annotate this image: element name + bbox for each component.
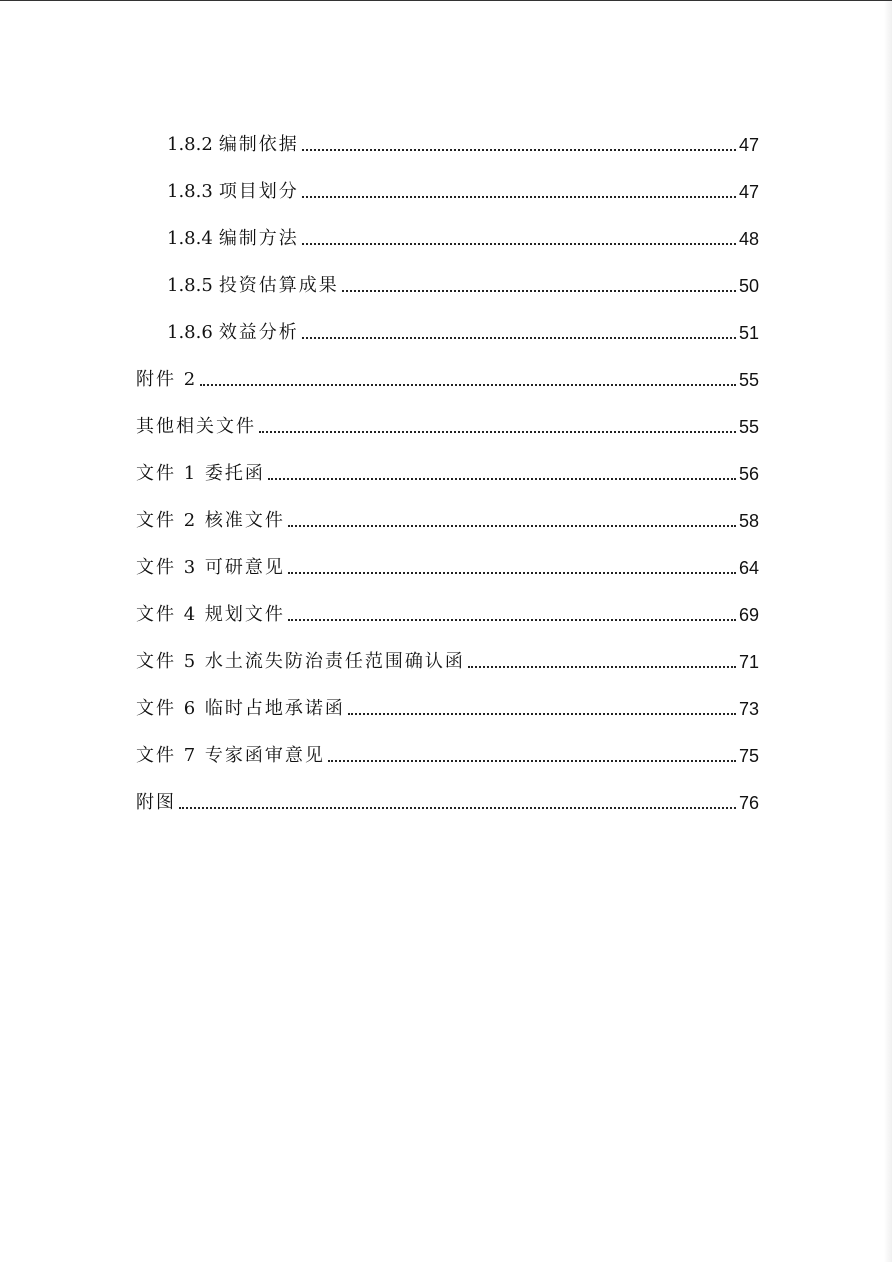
toc-entry[interactable] [136, 631, 759, 678]
toc-dot-leader [348, 713, 736, 715]
toc-entry-text: 效益分析 [218, 322, 299, 343]
toc-entry[interactable] [136, 208, 759, 255]
toc-entry-text: 其他相关文件 [136, 416, 256, 437]
toc-entry[interactable] [136, 161, 759, 208]
toc-dot-leader [288, 525, 736, 527]
toc-entry[interactable] [136, 537, 759, 584]
toc-dot-leader [302, 196, 736, 198]
toc-entry-text: 附图 [136, 792, 176, 813]
toc-entry-text: 投资估算成果 [218, 275, 339, 296]
toc-dot-leader [268, 478, 736, 480]
toc-entry-text: 编制依据 [218, 134, 299, 155]
toc-entry-text: 文件 7 专家函审意见 [136, 745, 325, 766]
toc-entry-text: 文件 6 临时占地承诺函 [136, 698, 345, 719]
toc-entry-title [167, 276, 339, 296]
toc-entry-text: 文件 3 可研意见 [136, 557, 285, 578]
toc-entry-page: 51 [738, 323, 759, 343]
toc-entry-text: 编制方法 [218, 228, 299, 249]
toc-dot-leader [288, 572, 736, 574]
toc-entry-page: 48 [738, 229, 759, 249]
toc-dot-leader [288, 619, 736, 621]
toc-entry[interactable] [136, 678, 759, 725]
toc-entry-number: 1.8.2 [167, 134, 213, 155]
toc-entry[interactable] [136, 302, 759, 349]
toc-dot-leader [302, 149, 736, 151]
toc-entry[interactable] [136, 443, 759, 490]
toc-entry-page: 73 [738, 699, 759, 719]
toc-entry-text: 项目划分 [218, 181, 299, 202]
toc-entry-title [167, 182, 299, 202]
toc-dot-leader [342, 290, 736, 292]
toc-entry-page: 47 [738, 135, 759, 155]
toc-entry-page: 71 [738, 652, 759, 672]
toc-entry-title [167, 229, 299, 249]
toc-entry-text: 文件 2 核准文件 [136, 510, 285, 531]
toc-entry[interactable] [136, 255, 759, 302]
toc-entry-page: 50 [738, 276, 759, 296]
table-of-contents [136, 114, 759, 819]
toc-entry-page: 58 [738, 511, 759, 531]
toc-entry-page: 55 [738, 370, 759, 390]
toc-entry-page: 69 [738, 605, 759, 625]
toc-entry-number: 1.8.6 [167, 322, 213, 343]
toc-entry-page: 76 [738, 793, 759, 813]
toc-entry-title [167, 135, 299, 155]
toc-entry-text: 文件 1 委托函 [136, 463, 265, 484]
toc-dot-leader [200, 384, 736, 386]
toc-entry[interactable] [136, 584, 759, 631]
toc-entry-text: 附件 2 [136, 369, 198, 390]
toc-entry-number: 1.8.4 [167, 228, 213, 249]
toc-entry-title [167, 323, 299, 343]
toc-dot-leader [179, 807, 736, 809]
toc-entry-text: 文件 5 水土流失防治责任范围确认函 [136, 651, 465, 672]
toc-entry[interactable] [136, 490, 759, 537]
toc-entry-page: 47 [738, 182, 759, 202]
toc-dot-leader [259, 431, 736, 433]
toc-entry-number: 1.8.5 [167, 275, 213, 296]
toc-dot-leader [468, 666, 736, 668]
toc-dot-leader [302, 243, 736, 245]
toc-entry-page: 55 [738, 417, 759, 437]
toc-dot-leader [302, 337, 736, 339]
toc-entry-text: 文件 4 规划文件 [136, 604, 285, 625]
toc-entry-number: 1.8.3 [167, 181, 213, 202]
toc-entry[interactable] [136, 114, 759, 161]
toc-entry[interactable] [136, 725, 759, 772]
toc-entry[interactable] [136, 396, 759, 443]
toc-entry[interactable] [136, 772, 759, 819]
toc-entry-page: 56 [738, 464, 759, 484]
toc-entry-page: 64 [738, 558, 759, 578]
toc-entry-page: 75 [738, 746, 759, 766]
toc-dot-leader [328, 760, 736, 762]
toc-entry[interactable] [136, 349, 759, 396]
